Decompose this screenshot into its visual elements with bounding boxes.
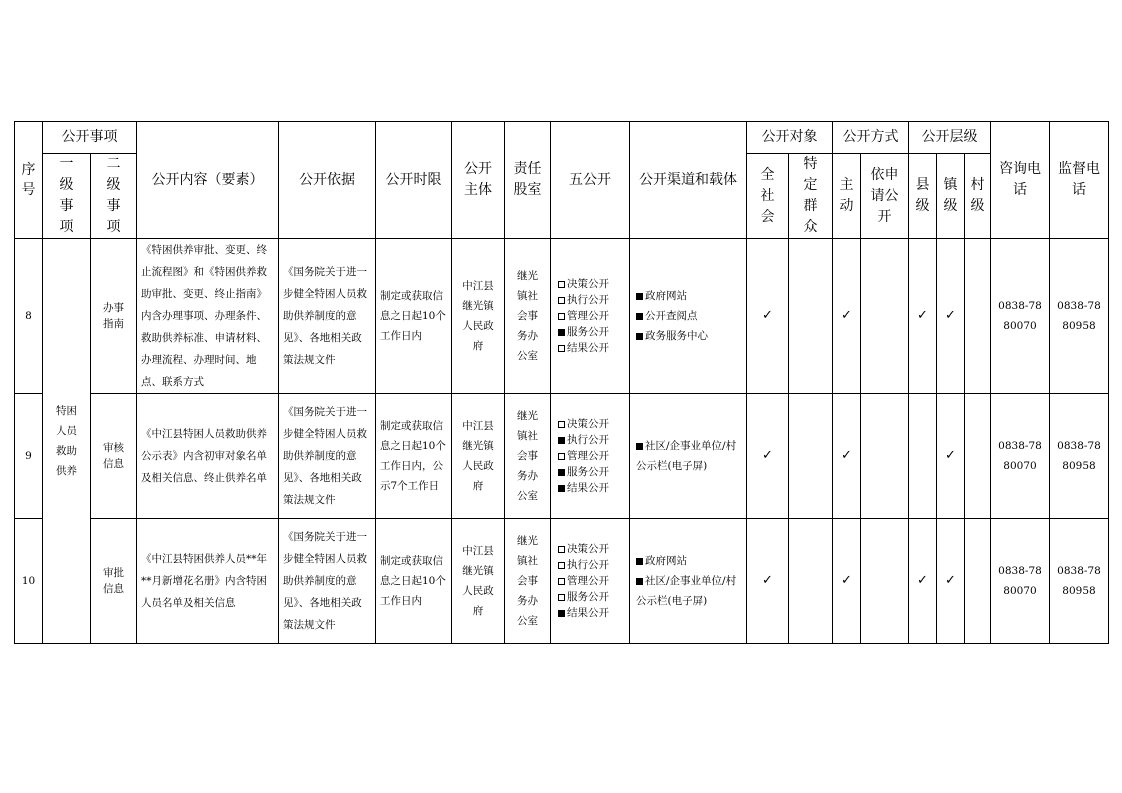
unchecked-box-icon [558,546,565,553]
five-item-label: 管理公开 [567,450,609,462]
check-icon: ✓ [841,308,852,323]
check-icon: ✓ [762,308,773,323]
channel-list [630,239,747,394]
table-row [15,239,1109,394]
unchecked-box-icon [558,562,565,569]
supervise-phone: 0838-7880958 [1050,239,1109,394]
five-item [558,432,625,448]
header-supervise: 监督电话 [1050,122,1109,239]
check-icon: ✓ [841,573,852,588]
dept-text: 继光镇社会事务办公室 [505,394,551,519]
five-item [558,573,625,589]
checked-box-icon [558,485,565,492]
five-item [558,416,625,432]
level2-item: 审核信息 [103,442,124,470]
subject-text: 中江县继光镇人民政府 [452,394,505,519]
header-level: 公开层级 [909,122,991,154]
check-icon: ✓ [917,573,928,588]
five-item-label: 服务公开 [567,466,609,478]
unchecked-box-icon [558,578,565,585]
filled-box-icon [636,293,643,300]
channel-list [630,394,747,519]
target-all-cell [747,519,789,644]
five-item [558,480,625,496]
header-target-group: 特定群众 [789,154,833,239]
header-mode-request: 依申请公开 [861,154,909,239]
unchecked-box-icon [558,281,565,288]
header-content: 公开内容（要素） [137,122,279,239]
table-row [15,394,1109,519]
consult-phone: 0838-7880070 [991,394,1050,519]
filled-box-icon [636,443,643,450]
check-icon: ✓ [945,308,956,323]
five-item [558,605,625,621]
dept-text: 继光镇社会事务办公室 [505,239,551,394]
unchecked-box-icon [558,421,565,428]
time-text: 制定或获取信息之日起10个工作日内 [376,239,452,394]
row-seq: 9 [15,394,43,519]
five-list [551,239,630,394]
subject-text: 中江县继光镇人民政府 [452,239,505,394]
five-item-label: 执行公开 [567,294,609,306]
channel-label: 公开查阅点 [645,310,698,322]
content-text: 《中江县特困供养人员**年**月新增花名册》内含特困人员名单及相关信息 [137,519,279,644]
level-town-cell [937,519,965,644]
five-list [551,519,630,644]
header-time: 公开时限 [376,122,452,239]
channel-item [636,306,742,326]
header-seq: 序号 [15,122,43,239]
check-icon: ✓ [762,573,773,588]
level-village-cell [965,394,991,519]
table-row [15,519,1109,644]
mode-request-cell [861,239,909,394]
five-item-label: 决策公开 [567,543,609,555]
consult-phone: 0838-7880070 [991,519,1050,644]
five-item-label: 结果公开 [567,342,609,354]
filled-box-icon [636,578,643,585]
header-basis: 公开依据 [279,122,376,239]
level1-item: 特困人员救助供养 [56,405,77,477]
unchecked-box-icon [558,297,565,304]
five-item-label: 服务公开 [567,326,609,338]
check-icon: ✓ [841,448,852,463]
header-mode: 公开方式 [833,122,909,154]
five-item-label: 执行公开 [567,559,609,571]
header-five: 五公开 [551,122,630,239]
check-icon: ✓ [945,448,956,463]
five-item-label: 结果公开 [567,482,609,494]
five-item-label: 服务公开 [567,591,609,603]
header-target-all: 全社会 [747,154,789,239]
mode-active-cell [833,239,861,394]
filled-box-icon [636,558,643,565]
header-level2: 二级事项 [91,154,137,239]
channel-label: 政务服务中心 [645,330,708,342]
row-seq: 8 [15,239,43,394]
check-icon: ✓ [762,448,773,463]
unchecked-box-icon [558,594,565,601]
supervise-phone: 0838-7880958 [1050,519,1109,644]
five-item [558,589,625,605]
channel-label: 政府网站 [645,555,687,567]
filled-box-icon [636,333,643,340]
level2-item: 办事指南 [103,302,124,330]
header-level-county: 县级 [909,154,937,239]
header-mode-active: 主动 [833,154,861,239]
target-all-cell [747,239,789,394]
content-text: 《特困供养审批、变更、终止流程图》和《特困供养救助审批、变更、终止指南》内含办理事项、办理条件、救助供养标准、申请材料、办理流程、办理时间、地点、联系方式 [137,239,279,394]
channel-list [630,519,747,644]
level-county-cell [909,239,937,394]
target-group-cell [789,519,833,644]
basis-text: 《国务院关于进一步健全特困人员救助供养制度的意见》、各地相关政策法规文件 [279,239,376,394]
header-level1: 一级事项 [43,154,91,239]
channel-item [636,286,742,306]
check-icon: ✓ [917,308,928,323]
content-text: 《中江县特困人员救助供养公示表》内含初审对象名单及相关信息、终止供养名单 [137,394,279,519]
checked-box-icon [558,437,565,444]
mode-active-cell [833,394,861,519]
target-all-cell [747,394,789,519]
mode-active-cell [833,519,861,644]
consult-phone: 0838-7880070 [991,239,1050,394]
subject-text: 中江县继光镇人民政府 [452,519,505,644]
basis-text: 《国务院关于进一步健全特困人员救助供养制度的意见》、各地相关政策法规文件 [279,394,376,519]
checked-box-icon [558,469,565,476]
header-target: 公开对象 [747,122,833,154]
header-channel: 公开渠道和载体 [630,122,747,239]
header-subject: 公开主体 [452,122,505,239]
level-town-cell [937,394,965,519]
check-icon: ✓ [945,573,956,588]
mode-request-cell [861,394,909,519]
channel-item [636,436,742,476]
basis-text: 《国务院关于进一步健全特困人员救助供养制度的意见》、各地相关政策法规文件 [279,519,376,644]
channel-item [636,551,742,571]
five-item-label: 执行公开 [567,434,609,446]
five-item-label: 结果公开 [567,607,609,619]
dept-text: 继光镇社会事务办公室 [505,519,551,644]
level2-item: 审批信息 [103,567,124,595]
mode-request-cell [861,519,909,644]
unchecked-box-icon [558,313,565,320]
time-text: 制定或获取信息之日起10个工作日内 [376,519,452,644]
checked-box-icon [558,329,565,336]
five-item-label: 决策公开 [567,278,609,290]
level-village-cell [965,519,991,644]
five-item [558,324,625,340]
row-seq: 10 [15,519,43,644]
five-item [558,308,625,324]
five-item-label: 管理公开 [567,575,609,587]
channel-item [636,326,742,346]
five-item [558,448,625,464]
checked-box-icon [558,610,565,617]
header-level-town: 镇级 [937,154,965,239]
level-county-cell [909,519,937,644]
level-town-cell [937,239,965,394]
supervise-phone: 0838-7880958 [1050,394,1109,519]
five-item [558,276,625,292]
five-item-label: 管理公开 [567,310,609,322]
level-county-cell [909,394,937,519]
five-item [558,541,625,557]
five-item [558,292,625,308]
channel-label: 社区/企事业单位/村公示栏(电子屏) [636,440,737,472]
five-item [558,464,625,480]
time-text: 制定或获取信息之日起10个工作日内，公示7个工作日 [376,394,452,519]
disclosure-table [14,121,1109,644]
channel-item [636,571,742,611]
header-level-village: 村级 [965,154,991,239]
filled-box-icon [636,313,643,320]
level-village-cell [965,239,991,394]
five-list [551,394,630,519]
channel-label: 政府网站 [645,290,687,302]
unchecked-box-icon [558,345,565,352]
header-consult: 咨询电话 [991,122,1050,239]
unchecked-box-icon [558,453,565,460]
header-dept: 责任股室 [505,122,551,239]
target-group-cell [789,239,833,394]
header-items: 公开事项 [43,122,137,154]
five-item-label: 决策公开 [567,418,609,430]
channel-label: 社区/企事业单位/村公示栏(电子屏) [636,575,737,607]
five-item [558,340,625,356]
target-group-cell [789,394,833,519]
five-item [558,557,625,573]
